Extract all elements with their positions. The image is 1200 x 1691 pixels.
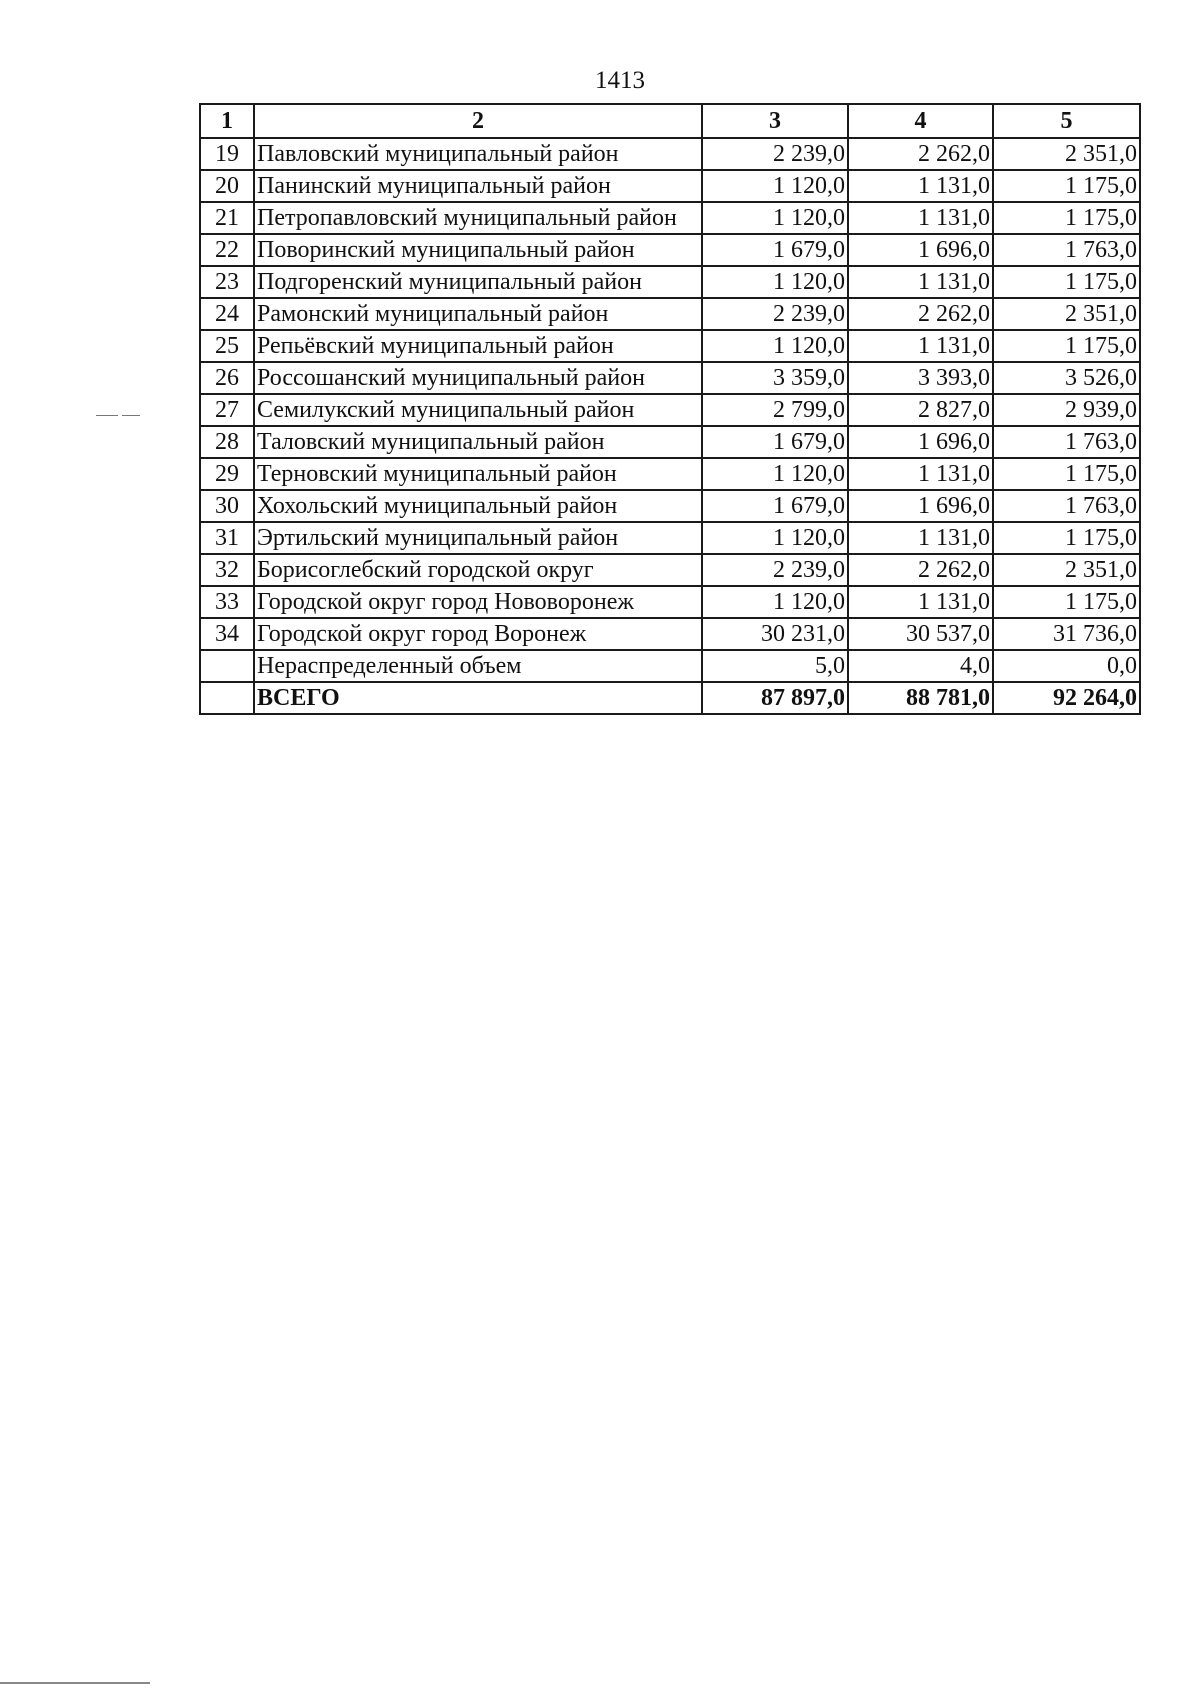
- table-row: [200, 394, 1140, 426]
- bottom-rule: [0, 1682, 150, 1684]
- row-value-col4: 1 696,0: [848, 234, 993, 266]
- total-value-col4: 88 781,0: [848, 682, 993, 714]
- row-name: Борисоглебский городской округ: [254, 554, 702, 586]
- table-row: [200, 522, 1140, 554]
- row-value-col3: 2 239,0: [702, 138, 848, 170]
- row-number: 22: [200, 234, 254, 266]
- row-value-col4: 1 131,0: [848, 170, 993, 202]
- table-row: [200, 458, 1140, 490]
- row-name: Репьёвский муниципальный район: [254, 330, 702, 362]
- row-value-col3: 1 120,0: [702, 586, 848, 618]
- row-value-col3: 1 679,0: [702, 234, 848, 266]
- header-cell-4: 4: [848, 104, 993, 138]
- row-value-col3: 1 120,0: [702, 266, 848, 298]
- row-value-col4: 1 696,0: [848, 426, 993, 458]
- row-number: 19: [200, 138, 254, 170]
- row-value-col4: 2 262,0: [848, 554, 993, 586]
- row-name: Семилукский муниципальный район: [254, 394, 702, 426]
- row-value-col3: 2 239,0: [702, 298, 848, 330]
- row-name: Нераспределенный объем: [254, 650, 702, 682]
- header-cell-1: 1: [200, 104, 254, 138]
- row-value-col3: 1 120,0: [702, 170, 848, 202]
- row-value-col4: 2 262,0: [848, 298, 993, 330]
- row-value-col5: 31 736,0: [993, 618, 1140, 650]
- table-row: [200, 554, 1140, 586]
- row-number: 27: [200, 394, 254, 426]
- row-value-col3: 5,0: [702, 650, 848, 682]
- row-number: 34: [200, 618, 254, 650]
- table-row: [200, 170, 1140, 202]
- row-value-col5: 2 939,0: [993, 394, 1140, 426]
- row-name: Панинский муниципальный район: [254, 170, 702, 202]
- header-cell-5: 5: [993, 104, 1140, 138]
- row-number: 28: [200, 426, 254, 458]
- table-row: [200, 138, 1140, 170]
- row-name: Павловский муниципальный район: [254, 138, 702, 170]
- page-number: 1413: [595, 67, 645, 94]
- table-row: [200, 202, 1140, 234]
- row-name: Поворинский муниципальный район: [254, 234, 702, 266]
- row-name: Подгоренский муниципальный район: [254, 266, 702, 298]
- row-value-col4: 1 131,0: [848, 266, 993, 298]
- row-value-col4: 1 131,0: [848, 522, 993, 554]
- row-number: 23: [200, 266, 254, 298]
- row-value-col5: 2 351,0: [993, 138, 1140, 170]
- row-value-col5: 1 763,0: [993, 234, 1140, 266]
- header-cell-2: 2: [254, 104, 702, 138]
- row-number: 32: [200, 554, 254, 586]
- table-row: [200, 330, 1140, 362]
- table-row: [200, 426, 1140, 458]
- total-label: ВСЕГО: [254, 682, 702, 714]
- row-name: Таловский муниципальный район: [254, 426, 702, 458]
- row-value-col3: 1 679,0: [702, 490, 848, 522]
- row-value-col5: 1 175,0: [993, 330, 1140, 362]
- row-number: 33: [200, 586, 254, 618]
- row-value-col4: 30 537,0: [848, 618, 993, 650]
- row-number: 24: [200, 298, 254, 330]
- row-value-col3: 2 799,0: [702, 394, 848, 426]
- row-value-col4: 1 131,0: [848, 330, 993, 362]
- row-value-col5: 3 526,0: [993, 362, 1140, 394]
- row-value-col3: 1 679,0: [702, 426, 848, 458]
- row-number: 30: [200, 490, 254, 522]
- row-value-col5: 1 175,0: [993, 586, 1140, 618]
- row-name: Городской округ город Нововоронеж: [254, 586, 702, 618]
- row-name: Городской округ город Воронеж: [254, 618, 702, 650]
- row-value-col5: 1 175,0: [993, 202, 1140, 234]
- row-number: 21: [200, 202, 254, 234]
- row-value-col5: 2 351,0: [993, 554, 1140, 586]
- row-value-col3: 3 359,0: [702, 362, 848, 394]
- row-number: 31: [200, 522, 254, 554]
- row-value-col3: 1 120,0: [702, 202, 848, 234]
- row-name: Эртильский муниципальный район: [254, 522, 702, 554]
- table-row: [200, 362, 1140, 394]
- row-value-col5: 0,0: [993, 650, 1140, 682]
- row-name: Хохольский муниципальный район: [254, 490, 702, 522]
- row-number: 20: [200, 170, 254, 202]
- row-value-col4: 1 131,0: [848, 458, 993, 490]
- table-row-unallocated: [200, 650, 1140, 682]
- table-row: [200, 586, 1140, 618]
- row-value-col5: 1 175,0: [993, 170, 1140, 202]
- table-row: [200, 266, 1140, 298]
- row-value-col4: 2 262,0: [848, 138, 993, 170]
- row-name: Терновский муниципальный район: [254, 458, 702, 490]
- margin-mark: [96, 415, 118, 416]
- row-value-col5: 1 175,0: [993, 266, 1140, 298]
- row-number: 29: [200, 458, 254, 490]
- row-value-col3: 1 120,0: [702, 458, 848, 490]
- row-value-col3: 1 120,0: [702, 330, 848, 362]
- row-value-col4: 1 131,0: [848, 202, 993, 234]
- row-number: [200, 650, 254, 682]
- row-value-col4: 2 827,0: [848, 394, 993, 426]
- table-row: [200, 490, 1140, 522]
- row-number: 26: [200, 362, 254, 394]
- table-row: [200, 618, 1140, 650]
- header-cell-3: 3: [702, 104, 848, 138]
- row-value-col4: 4,0: [848, 650, 993, 682]
- row-value-col5: 2 351,0: [993, 298, 1140, 330]
- row-value-col5: 1 763,0: [993, 490, 1140, 522]
- row-value-col4: 3 393,0: [848, 362, 993, 394]
- total-value-col5: 92 264,0: [993, 682, 1140, 714]
- row-value-col5: 1 175,0: [993, 458, 1140, 490]
- row-name: Россошанский муниципальный район: [254, 362, 702, 394]
- row-name: Рамонский муниципальный район: [254, 298, 702, 330]
- table-row: [200, 234, 1140, 266]
- table-header-row: [200, 104, 1140, 138]
- table-row: [200, 298, 1140, 330]
- allocation-table: [199, 103, 1141, 715]
- row-value-col3: 1 120,0: [702, 522, 848, 554]
- total-value-col3: 87 897,0: [702, 682, 848, 714]
- row-value-col4: 1 131,0: [848, 586, 993, 618]
- margin-mark: [122, 415, 140, 416]
- total-number: [200, 682, 254, 714]
- table-total-row: [200, 682, 1140, 714]
- row-value-col4: 1 696,0: [848, 490, 993, 522]
- row-value-col3: 30 231,0: [702, 618, 848, 650]
- row-value-col3: 2 239,0: [702, 554, 848, 586]
- row-name: Петропавловский муниципальный район: [254, 202, 702, 234]
- row-value-col5: 1 175,0: [993, 522, 1140, 554]
- row-number: 25: [200, 330, 254, 362]
- row-value-col5: 1 763,0: [993, 426, 1140, 458]
